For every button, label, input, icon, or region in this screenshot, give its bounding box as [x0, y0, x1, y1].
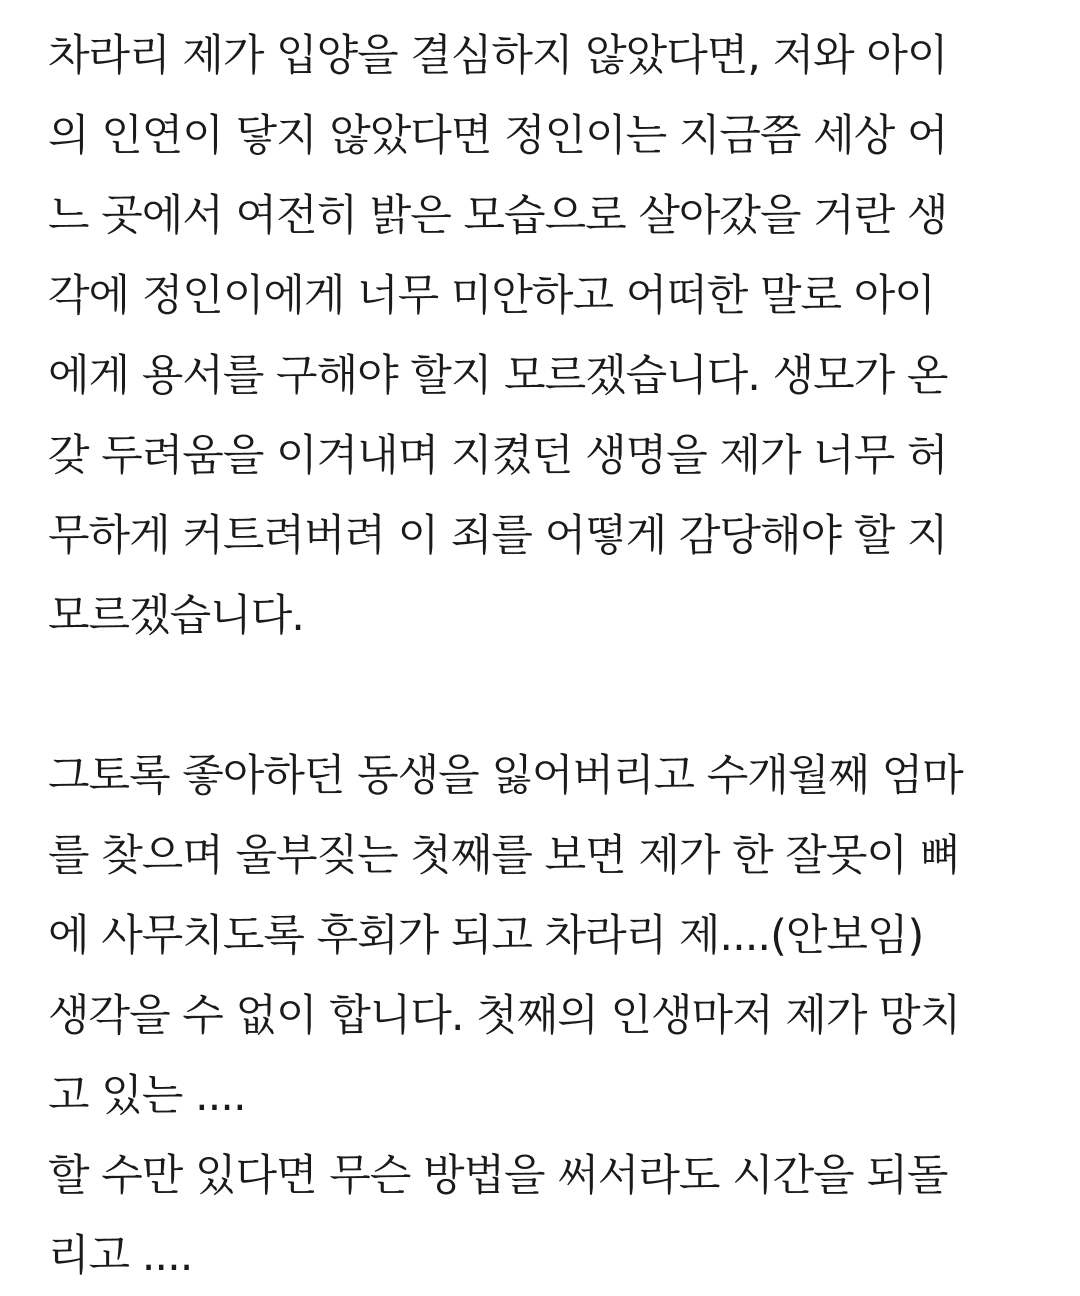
text-line: 리고 .... [48, 1231, 193, 1281]
text-line: 그토록 좋아하던 동생을 잃어버리고 수개월째 엄마 [48, 751, 963, 801]
text-line: 각에 정인이에게 너무 미안하고 어떠한 말로 아이 [48, 271, 935, 321]
text-line: 고 있는 .... [48, 1071, 246, 1121]
text-line: 를 찾으며 울부짖는 첫째를 보면 제가 한 잘못이 뼈 [48, 831, 961, 881]
text-line: 무하게 커트려버려 이 죄를 어떻게 감당해야 할 지 [48, 511, 948, 561]
text-line: 할 수만 있다면 무슨 방법을 써서라도 시간을 되돌 [48, 1151, 948, 1201]
text-line: 차라리 제가 입양을 결심하지 않았다면, 저와 아이 [48, 31, 948, 81]
paragraph-1 [48, 16, 1038, 656]
text-line: 의 인연이 닿지 않았다면 정인이는 지금쯤 세상 어 [48, 111, 948, 161]
paragraph-2 [48, 736, 1038, 1296]
text-line: 모르겠습니다. [48, 591, 304, 641]
paragraph-gap [48, 656, 1038, 736]
letter-body [48, 16, 1038, 1296]
text-line: 에 사무치도록 후회가 되고 차라리 제....(안보임) [48, 911, 924, 961]
text-line: 느 곳에서 여전히 밝은 모습으로 살아갔을 거란 생 [48, 191, 948, 241]
text-line: 생각을 수 없이 합니다. 첫째의 인생마저 제가 망치 [48, 991, 961, 1041]
text-line: 에게 용서를 구해야 할지 모르겠습니다. 생모가 온 [48, 351, 948, 401]
text-line: 갖 두려움을 이겨내며 지켰던 생명을 제가 너무 허 [48, 431, 948, 481]
